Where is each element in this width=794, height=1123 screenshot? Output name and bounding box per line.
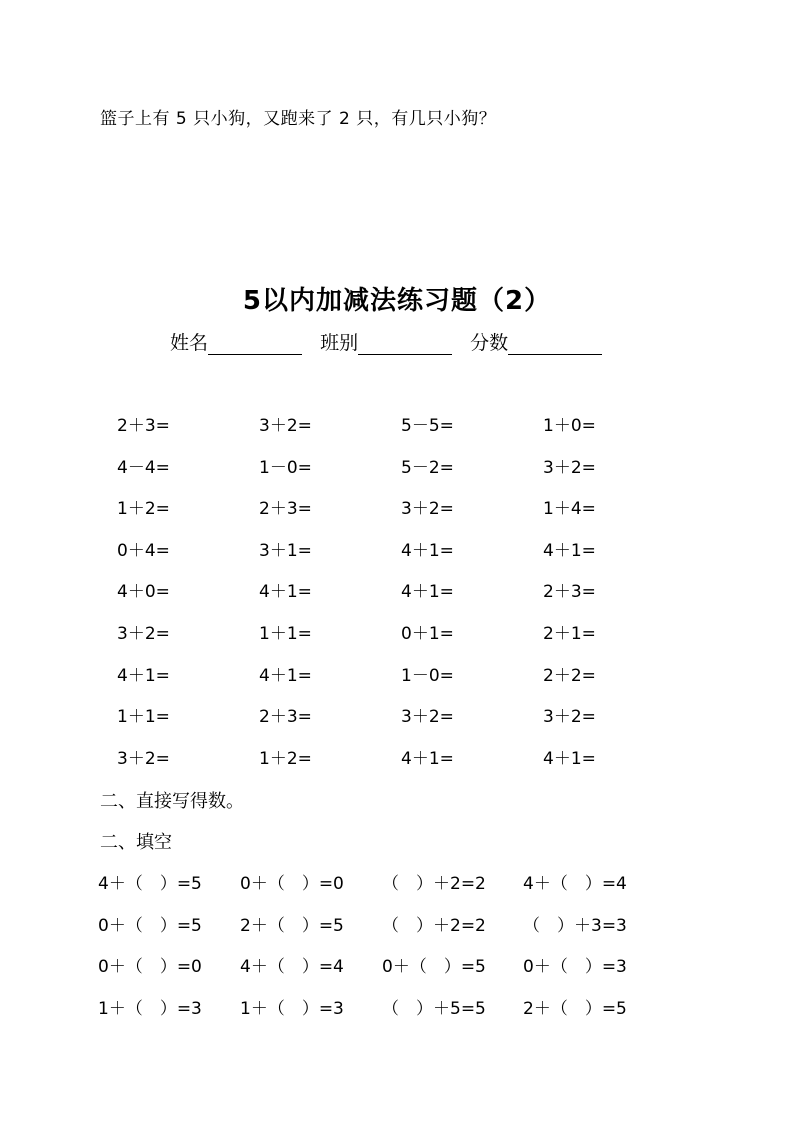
arithmetic-problem: 4＋1= [259, 666, 312, 686]
fill-in-problem: 4＋（ ）=4 [240, 957, 344, 977]
arithmetic-problem: 4＋1= [401, 541, 454, 561]
fill-in-problem: （ ）＋2=2 [382, 916, 486, 936]
fill-in-problem: 4＋（ ）=4 [523, 874, 627, 894]
arithmetic-problem: 1＋1= [259, 624, 312, 644]
class-label: 班别 [320, 332, 359, 354]
fill-in-problem: （ ）＋5=5 [382, 999, 486, 1019]
arithmetic-problem: 5－2= [401, 458, 454, 478]
arithmetic-problem: 3＋2= [117, 749, 170, 769]
arithmetic-problem: 3＋2= [543, 458, 596, 478]
fill-in-problem: 2＋（ ）=5 [240, 916, 344, 936]
arithmetic-problem: 4＋1= [401, 582, 454, 602]
class-blank[interactable] [358, 334, 452, 355]
arithmetic-problem: 1＋4= [543, 499, 596, 519]
name-blank[interactable] [208, 334, 302, 355]
score-blank[interactable] [508, 334, 602, 355]
score-label: 分数 [470, 332, 509, 354]
fill-in-problem: 0＋（ ）=0 [98, 957, 202, 977]
fill-in-problem: 0＋（ ）=3 [523, 957, 627, 977]
arithmetic-problem: 1＋2= [259, 749, 312, 769]
arithmetic-problem: 2＋1= [543, 624, 596, 644]
section-direct-heading: 二、直接写得数。 [100, 791, 244, 812]
arithmetic-problem: 2＋2= [543, 666, 596, 686]
fill-in-problem: 0＋（ ）=5 [382, 957, 486, 977]
fill-in-problem: （ ）＋2=2 [382, 874, 486, 894]
arithmetic-problem: 1－0= [401, 666, 454, 686]
arithmetic-problem: 1＋1= [117, 707, 170, 727]
fill-in-problem: （ ）＋3=3 [523, 916, 627, 936]
arithmetic-problem: 0＋1= [401, 624, 454, 644]
section-fill-heading: 二、填空 [100, 832, 172, 853]
arithmetic-problem: 4＋0= [117, 582, 170, 602]
arithmetic-problem: 2＋3= [259, 707, 312, 727]
arithmetic-problem: 3＋1= [259, 541, 312, 561]
student-info-line [170, 328, 614, 355]
arithmetic-problem: 2＋3= [543, 582, 596, 602]
arithmetic-problem: 4＋1= [543, 749, 596, 769]
fill-in-problem: 1＋（ ）=3 [98, 999, 202, 1019]
arithmetic-problem: 3＋2= [543, 707, 596, 727]
arithmetic-problem: 3＋2= [401, 499, 454, 519]
fill-in-problem: 4＋（ ）=5 [98, 874, 202, 894]
arithmetic-problem: 1＋2= [117, 499, 170, 519]
arithmetic-problem: 1－0= [259, 458, 312, 478]
arithmetic-problem: 5－5= [401, 416, 454, 436]
fill-in-problem: 2＋（ ）=5 [523, 999, 627, 1019]
arithmetic-problem: 3＋2= [259, 416, 312, 436]
arithmetic-problem: 3＋2= [117, 624, 170, 644]
arithmetic-problem: 4＋1= [117, 666, 170, 686]
arithmetic-problem: 0＋4= [117, 541, 170, 561]
arithmetic-problem: 4＋1= [543, 541, 596, 561]
arithmetic-problem: 3＋2= [401, 707, 454, 727]
page-title: 5以内加减法练习题（2） [242, 286, 552, 316]
fill-in-problem: 0＋（ ）=5 [98, 916, 202, 936]
fill-in-problem: 1＋（ ）=3 [240, 999, 344, 1019]
intro-question: 篮子上有 5 只小狗，又跑来了 2 只，有几只小狗？ [100, 109, 497, 129]
fill-in-problem: 0＋（ ）=0 [240, 874, 344, 894]
name-label: 姓名 [170, 332, 209, 354]
arithmetic-problem: 1＋0= [543, 416, 596, 436]
arithmetic-problem: 4－4= [117, 458, 170, 478]
arithmetic-problem: 2＋3= [259, 499, 312, 519]
arithmetic-problem: 4＋1= [259, 582, 312, 602]
arithmetic-problem: 4＋1= [401, 749, 454, 769]
arithmetic-problem: 2＋3= [117, 416, 170, 436]
